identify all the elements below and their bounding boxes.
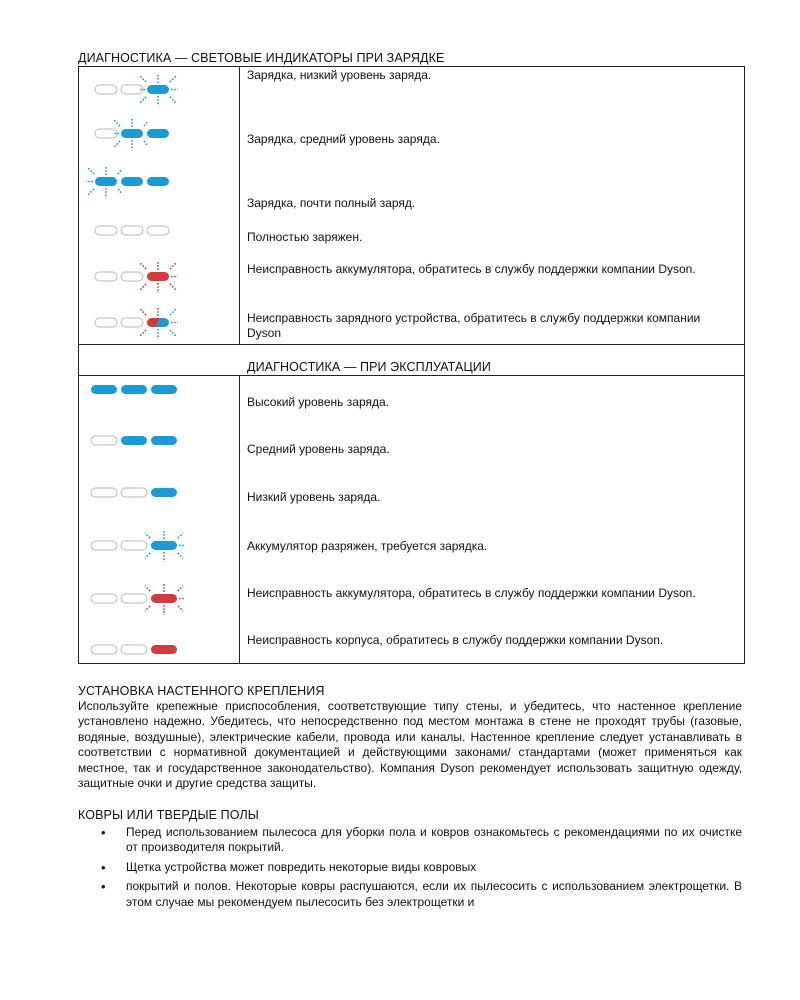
operation-section-title: ДИАГНОСТИКА — ПРИ ЭКСПЛУАТАЦИИ bbox=[247, 360, 491, 374]
table-column-divider-top bbox=[239, 66, 240, 345]
table-top-border bbox=[78, 66, 745, 67]
charging-section-title: ДИАГНОСТИКА — СВЕТОВЫЕ ИНДИКАТОРЫ ПРИ ЗАРЯДКЕ bbox=[78, 51, 445, 65]
operation-row-text: Низкий уровень заряда. bbox=[247, 490, 381, 504]
charging-row-text: Зарядка, средний уровень заряда. bbox=[247, 132, 440, 146]
operation-row-text: Высокий уровень заряда. bbox=[247, 395, 389, 409]
table-right-border bbox=[744, 66, 745, 664]
charging-row-text: Неисправность зарядного устройства, обратитесь в службу поддержки компании Dyson bbox=[247, 311, 701, 340]
bullet-icon: • bbox=[101, 879, 106, 895]
wall-mount-body: Используйте крепежные приспособления, соответствующие типу стены, и убедитесь, что настенное крепление установлено надежно. Убедитесь, что непосредственно под местом монтажа в стене не проходят трубы (газовые, водяные, воздушные), электрические кабели, провода или каналы. Настенное крепление следует устанавливать в соответствии с нормативной документацией и действующими законами/ стандартами (может применяться как местное, так и государственное законодательство). Компания Dyson рекомендует использовать защитную одежду, защитные очки и другие средства защиты. bbox=[78, 699, 742, 791]
list-item-text: Перед использованием пылесоса для уборки пола и ковров ознакомьтесь с рекомендациями по их очистке от производителя покрытий. bbox=[126, 825, 742, 855]
operation-row-text: Аккумулятор разряжен, требуется зарядка. bbox=[247, 539, 488, 553]
charging-row-text: Полностью заряжен. bbox=[247, 230, 363, 244]
list-item bbox=[78, 879, 742, 910]
operation-row-text: Средний уровень заряда. bbox=[247, 442, 390, 456]
list-item-text: Щетка устройства может повредить некоторые виды ковровых bbox=[126, 859, 477, 874]
wall-mount-title: УСТАНОВКА НАСТЕННОГО КРЕПЛЕНИЯ bbox=[78, 684, 325, 698]
discharged-icon bbox=[90, 529, 186, 563]
charging-medium-icon bbox=[90, 117, 186, 151]
charging-row-text: Зарядка, низкий уровень заряда. bbox=[247, 68, 432, 82]
table-column-divider-bottom bbox=[239, 375, 240, 664]
charging-row-text: Неисправность аккумулятора, обратитесь в службу поддержки компании Dyson. bbox=[247, 262, 696, 276]
low-charge-icon bbox=[86, 476, 182, 510]
body-fault-icon bbox=[86, 634, 182, 662]
bullet-icon: • bbox=[101, 825, 106, 840]
battery-fault-op-icon bbox=[90, 582, 186, 616]
table-divider-charging bbox=[78, 344, 745, 345]
table-bottom-border bbox=[78, 663, 745, 664]
high-charge-icon bbox=[86, 373, 182, 407]
list-item bbox=[78, 825, 742, 856]
battery-fault-icon bbox=[90, 260, 186, 294]
floors-bullet-list bbox=[78, 825, 742, 914]
charging-almost-full-icon bbox=[83, 165, 179, 199]
charging-row-text: Зарядка, почти полный заряд. bbox=[247, 196, 416, 210]
floors-title: КОВРЫ ИЛИ ТВЕРДЫЕ ПОЛЫ bbox=[78, 808, 259, 822]
list-item bbox=[78, 860, 742, 875]
bullet-icon: • bbox=[101, 859, 106, 875]
fully-charged-icon bbox=[90, 214, 186, 248]
medium-charge-icon bbox=[86, 424, 182, 458]
operation-row-text: Неисправность аккумулятора, обратитесь в службу поддержки компании Dyson. bbox=[247, 586, 696, 600]
list-item-text: покрытий и полов. Некоторые ковры распушаются, если их пылесосить с использованием электрощетки. В этом случае мы рекомендуем пылесосить без электрощетки и bbox=[126, 879, 742, 909]
charging-low-icon bbox=[90, 73, 186, 107]
charger-fault-icon bbox=[90, 306, 186, 340]
table-left-border bbox=[78, 66, 79, 664]
operation-row-text: Неисправность корпуса, обратитесь в службу поддержки компании Dyson. bbox=[247, 633, 664, 647]
